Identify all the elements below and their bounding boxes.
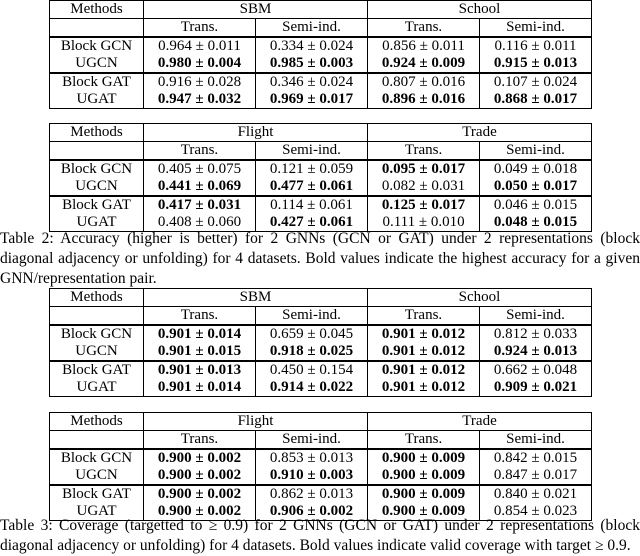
- trans-subheader: Trans.: [368, 431, 480, 450]
- method-cell: [50, 449, 144, 485]
- blank-cell: [50, 431, 144, 450]
- value-cell: [480, 196, 592, 232]
- value-cell: [480, 37, 592, 73]
- header-row: [50, 289, 592, 307]
- value-cell: [368, 449, 480, 485]
- metric-value: 0.910 ± 0.003: [269, 467, 354, 483]
- metric-value: 0.121 ± 0.059: [269, 161, 354, 177]
- semi-ind-subheader: Semi-ind.: [256, 431, 368, 450]
- value-cell: [144, 73, 256, 109]
- metric-value: 0.862 ± 0.013: [269, 486, 354, 502]
- value-cell: [256, 73, 368, 109]
- value-cell: [480, 361, 592, 397]
- method-name: Block GAT: [62, 74, 131, 90]
- metric-value: 0.914 ± 0.022: [269, 379, 354, 395]
- metric-value: 0.111 ± 0.010: [382, 214, 465, 230]
- table-row-group: [50, 37, 592, 73]
- metric-value: 0.334 ± 0.024: [269, 38, 354, 54]
- metric-value: 0.900 ± 0.009: [381, 467, 466, 483]
- results-table: [49, 288, 592, 397]
- metric-value: 0.050 ± 0.017: [493, 178, 578, 194]
- metric-value: 0.812 ± 0.033: [493, 326, 578, 342]
- metric-value: 0.900 ± 0.002: [157, 486, 242, 502]
- metric-value: 0.408 ± 0.060: [157, 214, 242, 230]
- value-cell: [368, 325, 480, 361]
- table-row-group: [50, 73, 592, 109]
- method-name: UGAT: [76, 91, 117, 107]
- metric-value: 0.847 ± 0.017: [493, 467, 578, 483]
- metric-value: 0.095 ± 0.017: [381, 161, 466, 177]
- trans-subheader: Trans.: [368, 142, 480, 161]
- semi-ind-subheader: Semi-ind.: [480, 431, 592, 450]
- method-name: UGAT: [76, 379, 117, 395]
- metric-value: 0.807 ± 0.016: [381, 74, 466, 90]
- method-name: Block GAT: [62, 362, 131, 378]
- method-name: Block GCN: [60, 326, 133, 342]
- metric-value: 0.901 ± 0.014: [157, 326, 242, 342]
- method-cell: [50, 196, 144, 232]
- value-cell: [368, 73, 480, 109]
- trans-subheader: Trans.: [144, 307, 256, 326]
- table-row-group: [50, 361, 592, 397]
- metric-value: 0.427 ± 0.061: [269, 214, 354, 230]
- value-cell: [480, 325, 592, 361]
- method-name: UGAT: [76, 503, 117, 519]
- metric-value: 0.450 ± 0.154: [269, 362, 354, 378]
- table-row-group: [50, 449, 592, 485]
- metric-value: 0.441 ± 0.069: [157, 178, 242, 194]
- metric-value: 0.924 ± 0.013: [493, 343, 578, 359]
- metric-value: 0.659 ± 0.045: [269, 326, 354, 342]
- metric-value: 0.985 ± 0.003: [269, 55, 354, 71]
- metric-value: 0.900 ± 0.002: [157, 450, 242, 466]
- metric-value: 0.662 ± 0.048: [493, 362, 578, 378]
- method-name: UGAT: [76, 214, 117, 230]
- metric-value: 0.924 ± 0.009: [381, 55, 466, 71]
- metric-value: 0.107 ± 0.024: [493, 74, 578, 90]
- blank-cell: [50, 142, 144, 161]
- metric-value: 0.909 ± 0.021: [493, 379, 578, 395]
- metric-value: 0.114 ± 0.061: [270, 197, 353, 213]
- metric-value: 0.906 ± 0.002: [269, 503, 354, 519]
- blank-cell: [50, 19, 144, 38]
- semi-ind-subheader: Semi-ind.: [480, 142, 592, 161]
- metric-value: 0.049 ± 0.018: [493, 161, 578, 177]
- results-table: [49, 123, 592, 232]
- method-name: UGCN: [75, 343, 118, 359]
- metric-value: 0.046 ± 0.015: [493, 197, 578, 213]
- value-cell: [368, 160, 480, 196]
- dataset-header: School: [368, 289, 592, 307]
- value-cell: [368, 196, 480, 232]
- method-cell: [50, 160, 144, 196]
- results-table: [49, 0, 592, 109]
- trans-subheader: Trans.: [368, 19, 480, 38]
- metric-value: 0.901 ± 0.012: [381, 326, 466, 342]
- method-cell: [50, 325, 144, 361]
- metric-value: 0.405 ± 0.075: [157, 161, 242, 177]
- metric-value: 0.125 ± 0.017: [381, 197, 466, 213]
- method-name: Block GCN: [60, 38, 133, 54]
- dataset-header: Trade: [368, 124, 592, 142]
- metric-value: 0.853 ± 0.013: [269, 450, 354, 466]
- dataset-header: Flight: [144, 413, 368, 431]
- metric-value: 0.417 ± 0.031: [157, 197, 242, 213]
- value-cell: [480, 73, 592, 109]
- method-name: Block GCN: [60, 161, 133, 177]
- method-name: Block GCN: [60, 450, 133, 466]
- value-cell: [144, 196, 256, 232]
- metric-value: 0.969 ± 0.017: [269, 91, 354, 107]
- dataset-header: SBM: [144, 1, 368, 19]
- metric-value: 0.964 ± 0.011: [158, 38, 241, 54]
- trans-subheader: Trans.: [368, 307, 480, 326]
- metric-value: 0.916 ± 0.028: [157, 74, 242, 90]
- value-cell: [144, 325, 256, 361]
- metric-value: 0.868 ± 0.017: [493, 91, 578, 107]
- metric-value: 0.082 ± 0.031: [381, 178, 466, 194]
- header-row: [50, 413, 592, 431]
- metric-value: 0.896 ± 0.016: [381, 91, 466, 107]
- dataset-header: Flight: [144, 124, 368, 142]
- metric-value: 0.901 ± 0.012: [381, 362, 466, 378]
- dataset-header: Trade: [368, 413, 592, 431]
- value-cell: [256, 196, 368, 232]
- results-table: [49, 412, 592, 521]
- trans-subheader: Trans.: [144, 19, 256, 38]
- methods-header: Methods: [50, 413, 144, 431]
- subheader-row: [50, 142, 592, 161]
- table-row-group: [50, 160, 592, 196]
- value-cell: [144, 361, 256, 397]
- metric-value: 0.947 ± 0.032: [157, 91, 242, 107]
- metric-value: 0.900 ± 0.009: [381, 450, 466, 466]
- value-cell: [144, 160, 256, 196]
- metric-value: 0.980 ± 0.004: [157, 55, 242, 71]
- value-cell: [256, 325, 368, 361]
- metric-value: 0.856 ± 0.011: [382, 38, 465, 54]
- value-cell: [480, 160, 592, 196]
- dataset-header: School: [368, 1, 592, 19]
- table-3-caption: Table 3: Coverage (targetted to ≥ 0.9) for 2 GNNs (GCN or GAT) under 2 representations (block diagonal adjacency or unfolding) for 4 datasets. Bold values indicate valid coverage with target ≥ 0.9.: [0, 517, 640, 554]
- method-name: Block GAT: [62, 197, 131, 213]
- value-cell: [256, 160, 368, 196]
- value-cell: [480, 449, 592, 485]
- metric-value: 0.901 ± 0.014: [157, 379, 242, 395]
- methods-header: Methods: [50, 289, 144, 307]
- semi-ind-subheader: Semi-ind.: [256, 142, 368, 161]
- method-name: Block GAT: [62, 486, 131, 502]
- metric-value: 0.900 ± 0.002: [157, 467, 242, 483]
- table-row-group: [50, 325, 592, 361]
- metric-value: 0.900 ± 0.009: [381, 486, 466, 502]
- metric-value: 0.901 ± 0.012: [381, 379, 466, 395]
- value-cell: [256, 361, 368, 397]
- value-cell: [256, 37, 368, 73]
- metric-value: 0.918 ± 0.025: [269, 343, 354, 359]
- metric-value: 0.477 ± 0.061: [269, 178, 354, 194]
- method-name: UGCN: [75, 178, 118, 194]
- method-cell: [50, 37, 144, 73]
- metric-value: 0.116 ± 0.011: [494, 38, 577, 54]
- semi-ind-subheader: Semi-ind.: [256, 19, 368, 38]
- metric-value: 0.842 ± 0.015: [493, 450, 578, 466]
- value-cell: [368, 361, 480, 397]
- metric-value: 0.900 ± 0.009: [381, 503, 466, 519]
- method-name: UGCN: [75, 467, 118, 483]
- metric-value: 0.901 ± 0.013: [157, 362, 242, 378]
- metric-value: 0.346 ± 0.024: [269, 74, 354, 90]
- subheader-row: [50, 19, 592, 38]
- subheader-row: [50, 431, 592, 450]
- value-cell: [144, 449, 256, 485]
- metric-value: 0.915 ± 0.013: [493, 55, 578, 71]
- semi-ind-subheader: Semi-ind.: [480, 19, 592, 38]
- metric-value: 0.900 ± 0.002: [157, 503, 242, 519]
- dataset-header: SBM: [144, 289, 368, 307]
- methods-header: Methods: [50, 1, 144, 19]
- methods-header: Methods: [50, 124, 144, 142]
- metric-value: 0.840 ± 0.021: [493, 486, 578, 502]
- metric-value: 0.048 ± 0.015: [493, 214, 578, 230]
- method-cell: [50, 361, 144, 397]
- subheader-row: [50, 307, 592, 326]
- value-cell: [144, 37, 256, 73]
- table-2-caption: Table 2: Accuracy (higher is better) for 2 GNNs (GCN or GAT) under 2 representations (block diagonal adjacency or unfolding) for 4 datasets. Bold values indicate the highest accuracy for a given GNN/representation pair.: [0, 230, 640, 287]
- semi-ind-subheader: Semi-ind.: [256, 307, 368, 326]
- method-name: UGCN: [75, 55, 118, 71]
- metric-value: 0.854 ± 0.023: [493, 503, 578, 519]
- metric-value: 0.901 ± 0.012: [381, 343, 466, 359]
- value-cell: [368, 37, 480, 73]
- table-row-group: [50, 196, 592, 232]
- value-cell: [256, 449, 368, 485]
- method-cell: [50, 73, 144, 109]
- blank-cell: [50, 307, 144, 326]
- metric-value: 0.901 ± 0.015: [157, 343, 242, 359]
- header-row: [50, 1, 592, 19]
- header-row: [50, 124, 592, 142]
- trans-subheader: Trans.: [144, 431, 256, 450]
- semi-ind-subheader: Semi-ind.: [480, 307, 592, 326]
- trans-subheader: Trans.: [144, 142, 256, 161]
